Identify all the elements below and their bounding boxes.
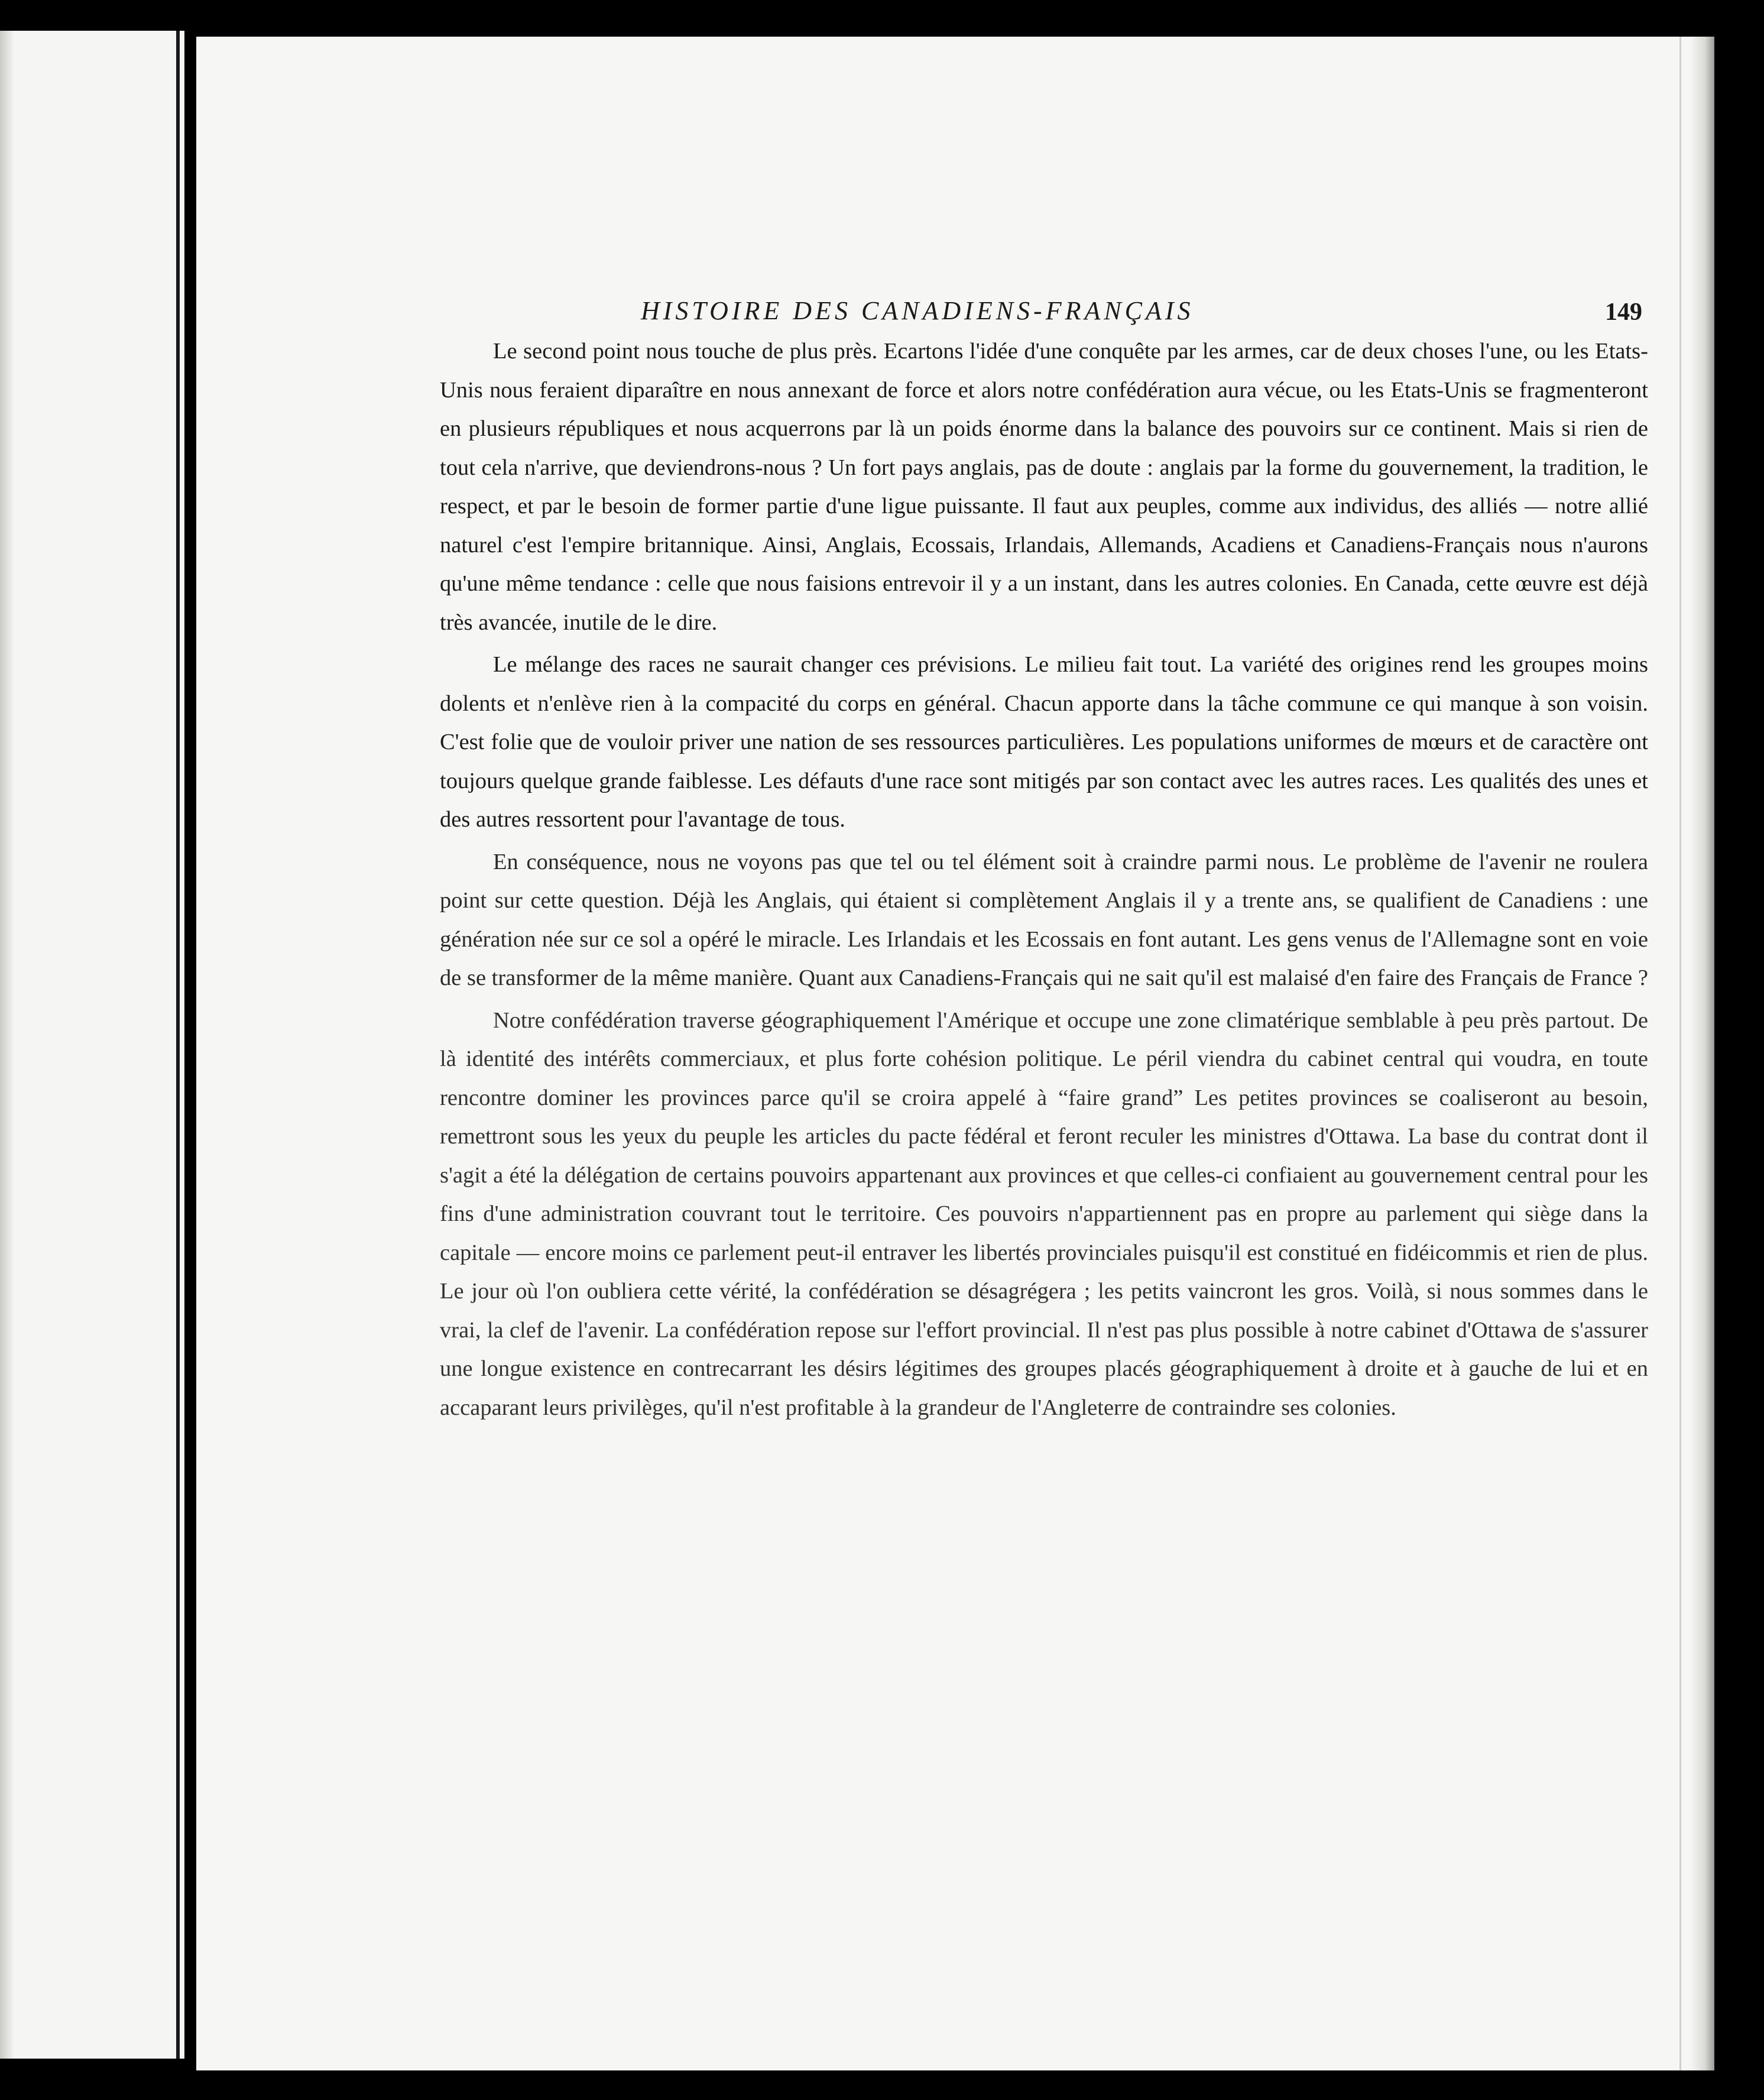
paragraph-1: Le second point nous touche de plus près. Ecartons l'idée d'une conquête par les armes, car de deux choses l'une, ou les Etats-Unis nous feraient diparaître en nous annexant de force et alors notre confédération aura vécue, ou les Etats-Unis se fragmenteront en plusieurs républiques et nous acquerrons par là un poids énorme dans la balance des pouvoirs sur ce continent. Mais si rien de tout cela n'arrive, que deviendrons-nous ? Un fort pays anglais, pas de doute : anglais par la forme du gouvernement, la tradition, le respect, et par le besoin de former partie d'une ligue puissante. Il faut aux peuples, comme aux individus, des alliés — notre allié naturel c'est l'empire britannique. Ainsi, Anglais, Ecossais, Irlandais, Allemands, Acadiens et Canadiens-Français nous n'aurons qu'une même tendance : celle que nous faisions entrevoir il y a un instant, dans les autres colonies. En Canada, cette œuvre est déjà très avancée, inutile de le dire. bbox=[440, 339, 1648, 635]
right-page bbox=[196, 37, 1714, 2070]
paragraph-3: En conséquence, nous ne voyons pas que tel ou tel élément soit à craindre parmi nous. Le problème de l'avenir ne roulera point sur cette question. Déjà les Anglais, qui étaient si complètement Anglais il y a trente ans, se qualifient de Canadiens : une génération née sur ce sol a opéré le miracle. Les Irlandais et les Ecossais en font autant. Les gens venus de l'Allemagne sont en voie de se transformer de la même manière. Quant aux Canadiens-Français qui ne sait qu'il est malaisé d'en faire des Français de France ? bbox=[440, 849, 1648, 990]
page-edge-shadow bbox=[1691, 37, 1714, 2070]
page-text-block bbox=[440, 285, 1648, 1431]
page-edge-line bbox=[1679, 37, 1681, 2070]
page-number: 149 bbox=[1605, 299, 1642, 326]
paragraph-4: Notre confédération traverse géographiquement l'Amérique et occupe une zone climatérique semblable à peu près partout. De là identité des intérêts commerciaux, et plus forte cohésion politique. Le péril viendra du cabinet central qui voudra, en toute rencontre dominer les provinces parce qu'il se croira appelé à “faire grand” Les petites provinces se coaliseront au besoin, remettront sous les yeux du peuple les articles du pacte fédéral et feront reculer les ministres d'Ottawa. La base du contrat dont il s'agit a été la délégation de certains pouvoirs appartenant aux provinces et que celles-ci confiaient au gouvernement central pour les fins d'une administration couvrant tout le territoire. Ces pouvoirs n'appartiennent pas en propre au parlement qui siège dans la capitale — encore moins ce parlement peut-il entraver les libertés provinciales puisqu'il est constitué en fidéicommis et rien de plus. Le jour où l'on oubliera cette vérité, la confédération se désagrégera ; les petits vaincront les gros. Voilà, si nous sommes dans le vrai, la clef de l'avenir. La confédération repose sur l'effort provincial. Il n'est pas plus possible à notre cabinet d'Ottawa de s'assurer une longue existence en contrecarrant les désirs légitimes des groupes placés géographiquement à droite et à gauche de lui et en accaparant leurs privilèges, qu'il n'est profitable à la grandeur de l'Angleterre de contraindre ses colonies. bbox=[440, 1007, 1648, 1420]
left-page-shadow bbox=[0, 31, 14, 2059]
book-gutter bbox=[176, 31, 180, 2059]
running-head bbox=[440, 285, 1648, 332]
paragraph-2: Le mélange des races ne saurait changer ces prévisions. Le milieu fait tout. La variété des origines rend les groupes moins dolents et n'enlève rien à la compacité du corps en général. Chacun apporte dans la tâche commune ce qui manque à son voisin. C'est folie que de vouloir priver une nation de ses ressources particulières. Les populations uniformes de mœurs et de caractère ont toujours quelque grande faiblesse. Les défauts d'une race sont mitigés par son contact avec les autres races. Les qualités des unes et des autres ressortent pour l'avantage de tous. bbox=[440, 652, 1648, 832]
running-title: HISTOIRE DES CANADIENS-FRANÇAIS bbox=[641, 296, 1194, 325]
left-page-edge bbox=[0, 31, 184, 2059]
